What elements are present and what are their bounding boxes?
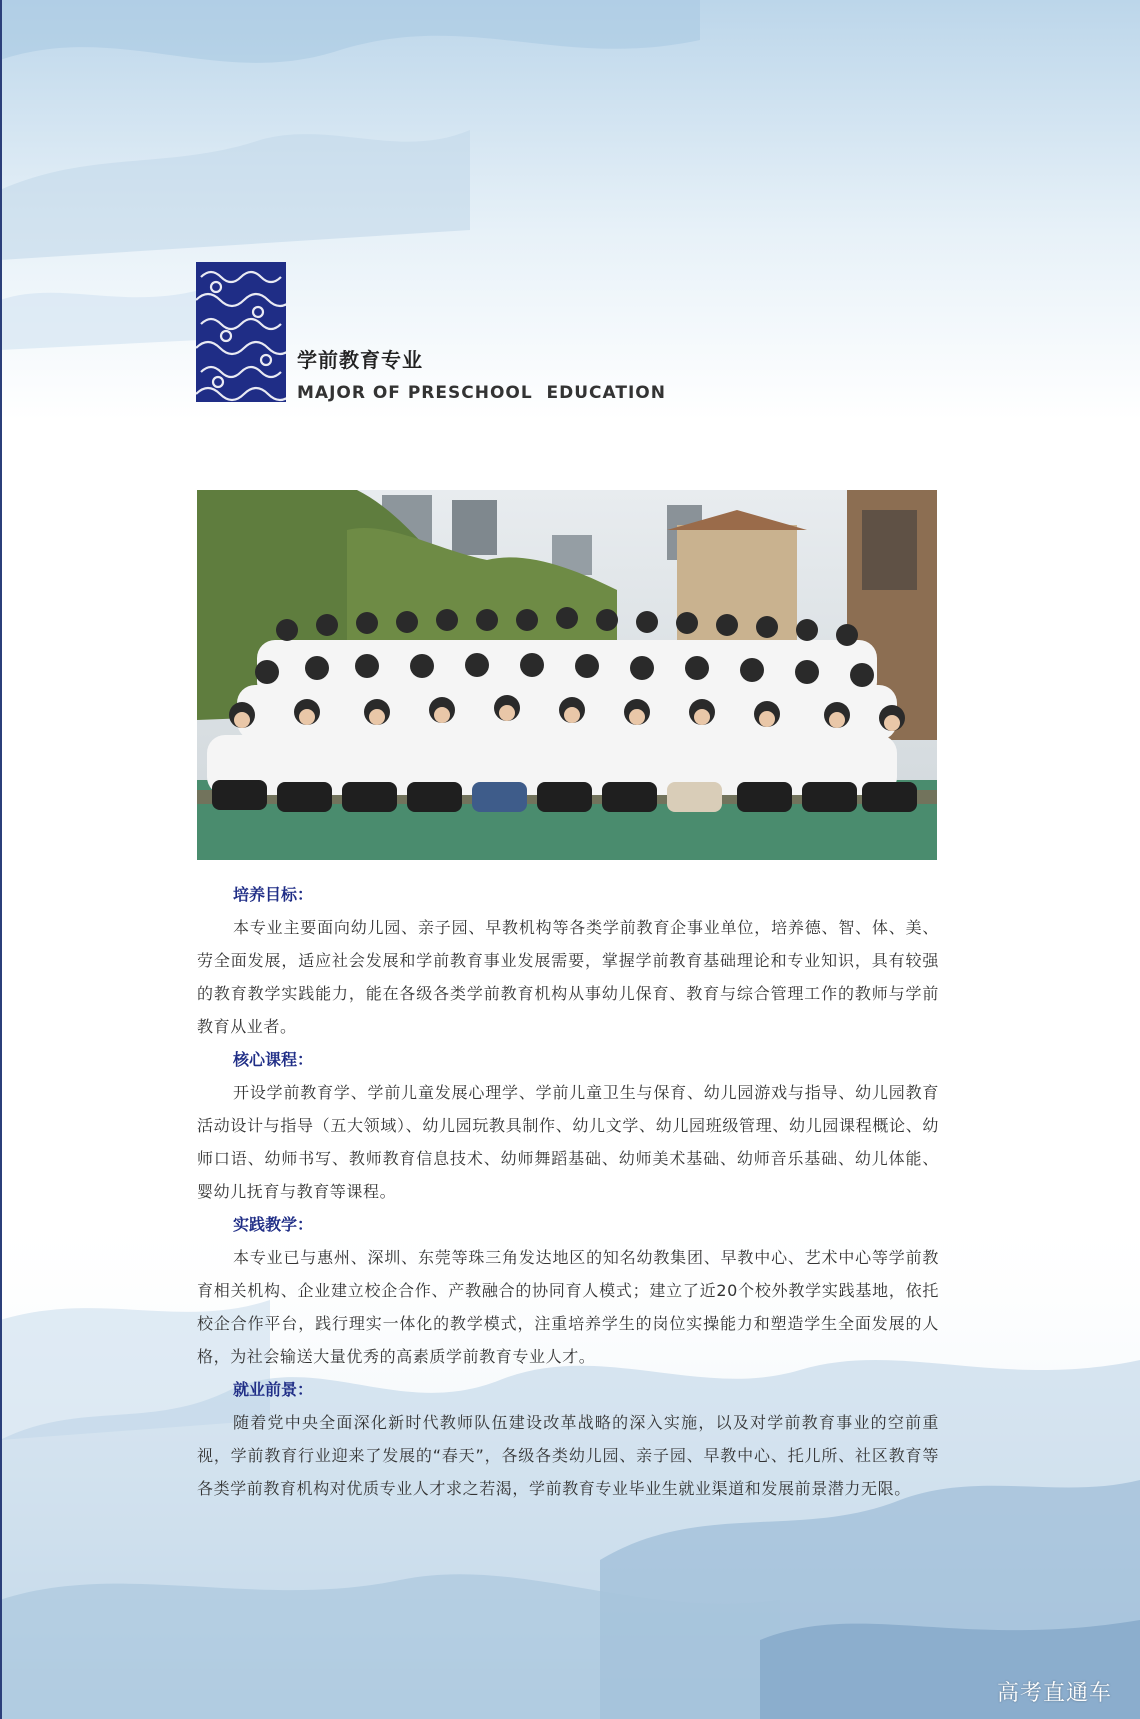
- section-heading-employment-prospects: 就业前景：: [233, 1380, 314, 1399]
- group-photo: [197, 490, 937, 860]
- section-body-training-goals: 本专业主要面向幼儿园、亲子园、早教机构等各类学前教育企事业单位，培养德、智、体、美、劳全面发展，适应社会发展和学前教育事业发展需要，掌握学前教育基础理论和专业知识，具有较强的教育教学实践能力，能在各级各类学前教育机构从事幼儿保育、教育与综合管理工作的教师与学前教育从业者。: [197, 918, 939, 1036]
- section-heading-training-goals: 培养目标：: [233, 885, 314, 904]
- section-body-employment-prospects: 随着党中央全面深化新时代教师队伍建设改革战略的深入实施，以及对学前教育事业的空前重视，学前教育行业迎来了发展的“春天”，各级各类幼儿园、亲子园、早教中心、托儿所、社区教育等各类学前教育机构对优质专业人才求之若渴，学前教育专业毕业生就业渠道和发展前景潜力无限。: [197, 1413, 939, 1498]
- section-heading-core-courses: 核心课程：: [233, 1050, 314, 1069]
- section-body-core-courses: 开设学前教育学、学前儿童发展心理学、学前儿童卫生与保育、幼儿园游戏与指导、幼儿园教育活动设计与指导（五大领域）、幼儿园玩教具制作、幼儿文学、幼儿园班级管理、幼儿园课程概论、幼师口语、幼师书写、教师教育信息技术、幼师舞蹈基础、幼师美术基础、幼师音乐基础、幼儿体能、婴幼儿抚育与教育等课程。: [197, 1083, 939, 1201]
- major-description: [197, 878, 939, 1505]
- left-border-rule: [0, 0, 2, 1719]
- major-title-english: MAJOR OF PRESCHOOL EDUCATION: [297, 383, 666, 403]
- section-heading-practice-teaching: 实践教学：: [233, 1215, 314, 1234]
- cloud-pattern-emblem: [196, 262, 286, 402]
- major-title-chinese: 学前教育专业: [297, 348, 423, 372]
- section-body-practice-teaching: 本专业已与惠州、深圳、东莞等珠三角发达地区的知名幼教集团、早教中心、艺术中心等学前教育相关机构、企业建立校企合作、产教融合的协同育人模式；建立了近20个校外教学实践基地，依托校企合作平台，践行理实一体化的教学模式，注重培养学生的岗位实操能力和塑造学生全面发展的人格，为社会输送大量优秀的高素质学前教育专业人才。: [197, 1248, 939, 1366]
- source-watermark: 高考直通车: [996, 1681, 1112, 1706]
